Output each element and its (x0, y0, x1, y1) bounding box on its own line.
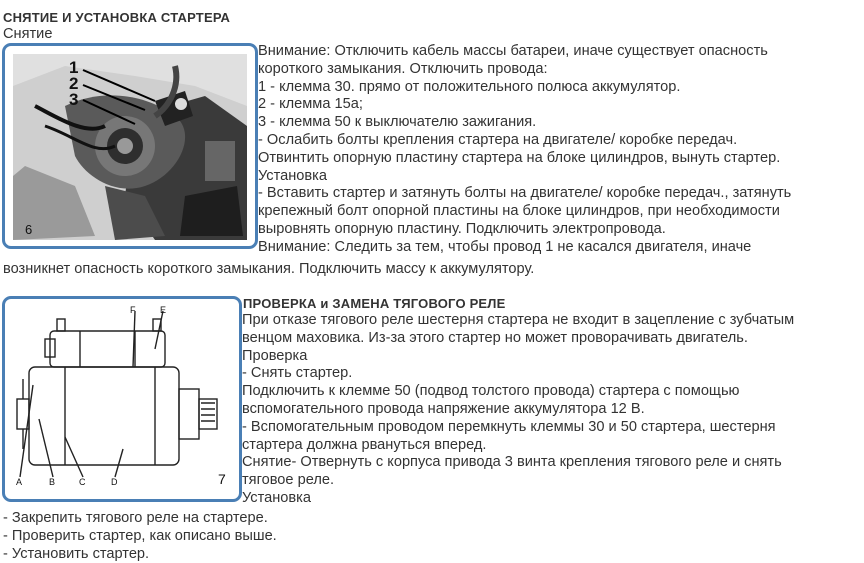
section1-title: СНЯТИЕ И УСТАНОВКА СТАРТЕРА (3, 10, 231, 25)
section2-line: - Снять стартер. (242, 365, 353, 382)
section1-subtitle: Снятие (3, 26, 53, 42)
section1-continuation: возникнет опасность короткого замыкания. Подключить массу к аккумулятору. (3, 261, 535, 277)
section2-line: тяговое реле. (242, 472, 335, 489)
callout-3: 3 (69, 90, 79, 109)
section2-line: Проверка (242, 347, 308, 364)
section1-line: Установка (258, 167, 327, 184)
section2-continuation-line: - Проверить стартер, как описано выше. (3, 527, 277, 544)
section2-line: - Вспомогательным проводом перемкнуть клеммы 30 и 50 стартера, шестерня (242, 418, 776, 435)
label-e: E (160, 305, 167, 315)
section2-line: стартера должна рвануться вперед. (242, 436, 487, 453)
section2-continuation-line: - Установить стартер. (3, 545, 150, 562)
section1-line: короткого замыкания. Отключить провода: (258, 60, 548, 77)
section1-line: Внимание: Следить за тем, чтобы провод 1 не касался двигателя, иначе (258, 238, 752, 255)
section2-line: При отказе тягового реле шестерня стартера не входит в зацепление с зубчатым (242, 312, 795, 328)
callout-1: 1 (69, 58, 79, 77)
label-d: D (111, 477, 118, 487)
figure-6-number: 6 (25, 222, 33, 237)
section2-body (242, 312, 794, 508)
section2-continuation-line: - Закрепить тягового реле на стартере. (3, 510, 268, 526)
figure-7-number: 7 (218, 471, 226, 487)
section2-line: Подключить к клемме 50 (подвод толстого провода) стартера с помощью (242, 383, 740, 400)
label-f: F (130, 305, 136, 315)
callout-2: 2 (69, 74, 79, 93)
section1-line: выровнять опорную пластину. Подключить электропровода. (258, 220, 666, 237)
label-c: C (79, 477, 86, 487)
section1-line: Внимание: Отключить кабель массы батареи, иначе существует опасность (258, 43, 768, 59)
section2-title: ПРОВЕРКА и ЗАМЕНА ТЯГОВОГО РЕЛЕ (243, 296, 506, 311)
section2-line: вспомогательного провода напряжение аккумулятора 12 В. (242, 400, 645, 417)
label-a: A (16, 477, 23, 487)
section1-line: - Ослабить болты крепления стартера на двигателе/ коробке передач. (258, 131, 738, 148)
section2-line: Снятие- Отвернуть с корпуса привода 3 винта крепления тягового реле и снять (242, 454, 782, 471)
section2-continuation (3, 510, 277, 563)
starter-engine-photo (5, 46, 255, 246)
label-b: B (49, 477, 56, 487)
section1-line: крепежный болт опорной пластины на блоке цилиндров, при необходимости (258, 203, 780, 220)
section2-line: Установка (242, 489, 311, 506)
figure-7-relay-diagram (2, 296, 242, 502)
figure-6-starter-photo (2, 43, 258, 249)
section1-line: 1 - клемма 30. прямо от положительного полюса аккумулятор. (258, 78, 681, 95)
section1-line: 3 - клемма 50 к выключателю зажигания. (258, 114, 537, 131)
starter-relay-drawing (5, 299, 239, 499)
section2-line: венцом маховика. Из-за этого стартер но может проворачивать двигатель. (242, 329, 748, 346)
section1-line: - Вставить стартер и затянуть болты на двигателе/ коробке передач., затянуть (258, 185, 792, 202)
section1-line: Отвинтить опорную пластину стартера на блоке цилиндров, вынуть стартер. (258, 149, 781, 166)
section1-line: 2 - клемма 15а; (258, 96, 363, 113)
section1-body (258, 43, 791, 257)
